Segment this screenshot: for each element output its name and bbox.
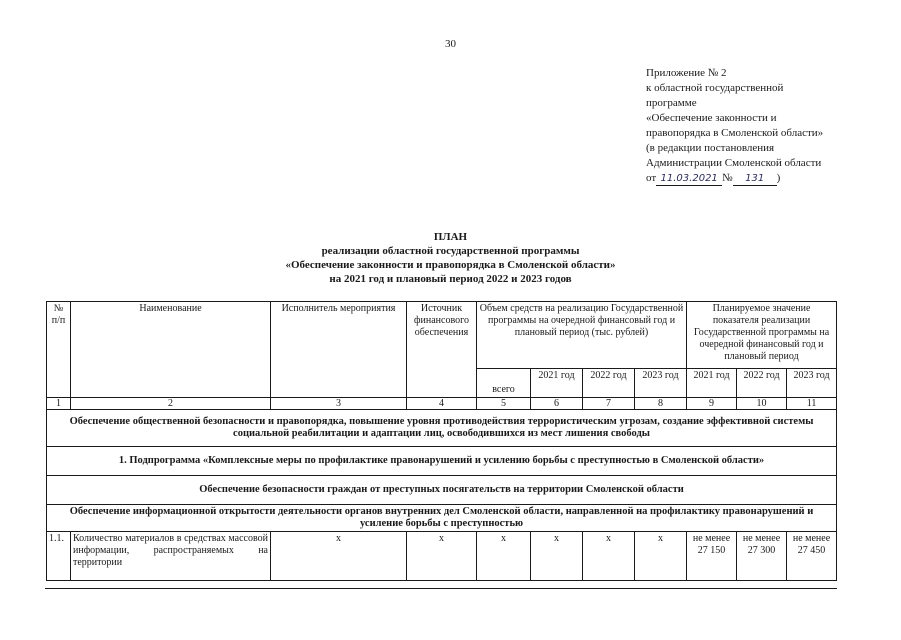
section-subprogram: 1. Подпрограмма «Комплексные меры по профилактике правонарушений и усилению борьбы с преступностью в Смоленской области» — [47, 447, 837, 476]
header-source: Источник финансового обеспечения — [407, 302, 477, 398]
row-name: Количество материалов в средствах массовой информации, распространяемых на территории — [71, 532, 271, 581]
section-goal: Обеспечение общественной безопасности и правопорядка, повышение уровня противодействия террористическим угрозам, создание эффективной системы социальной реабилитации и адаптации лиц, освободившихся из мест лишения свободы — [47, 410, 837, 447]
handwritten-number: 131 — [733, 173, 777, 186]
column-number: 4 — [407, 398, 477, 410]
appendix-block — [646, 66, 876, 186]
header-fy2023: 2023 год — [635, 369, 687, 398]
page-bottom-edge — [45, 588, 837, 589]
page-number: 30 — [445, 38, 456, 50]
row-fy2021: х — [531, 532, 583, 581]
row-iy2021: не менее 27 150 — [687, 532, 737, 581]
title-line: «Обеспечение законности и правопорядка в Смоленской области» — [285, 259, 616, 271]
appendix-line: правопорядка в Смоленской области» — [646, 127, 824, 139]
document-title — [0, 230, 901, 286]
header-fy2021: 2021 год — [531, 369, 583, 398]
column-number: 2 — [71, 398, 271, 410]
header-iy2022: 2022 год — [737, 369, 787, 398]
section-row — [47, 410, 837, 447]
plan-table — [46, 301, 837, 581]
section-task: Обеспечение безопасности граждан от преступных посягательств на территории Смоленской области — [47, 476, 837, 505]
appendix-line: Приложение № 2 — [646, 67, 727, 79]
column-number: 5 — [477, 398, 531, 410]
title-line: на 2021 год и плановый период 2022 и 2023 годов — [329, 273, 572, 285]
row-executor: х — [271, 532, 407, 581]
title-line-plan: ПЛАН — [433, 231, 468, 243]
column-number: 1 — [47, 398, 71, 410]
header-executor: Исполнитель мероприятия — [271, 302, 407, 398]
row-num: 1.1. — [47, 532, 71, 581]
section-row — [47, 447, 837, 476]
column-number: 10 — [737, 398, 787, 410]
section-row — [47, 505, 837, 532]
decree-reference-line — [646, 171, 876, 186]
table-row — [47, 532, 837, 581]
header-funding: Объем средств на реализацию Государственной программы на очередной финансовый год и плановый период (тыс. рублей) — [477, 302, 687, 369]
from-label: от — [646, 172, 657, 184]
appendix-line: к областной государственной — [646, 82, 784, 94]
row-source: х — [407, 532, 477, 581]
appendix-line: программе — [646, 97, 697, 109]
header-indicator: Планируемое значение показателя реализации Государственной программы на очередной финансовый год и плановый период — [687, 302, 837, 369]
row-total: х — [477, 532, 531, 581]
section-row — [47, 476, 837, 505]
column-number: 8 — [635, 398, 687, 410]
column-number-row — [47, 398, 837, 410]
row-fy2023: х — [635, 532, 687, 581]
column-number: 3 — [271, 398, 407, 410]
header-name: Наименование — [71, 302, 271, 398]
title-line: реализации областной государственной программы — [321, 245, 580, 257]
row-iy2022: не менее 27 300 — [737, 532, 787, 581]
number-label: № — [722, 172, 733, 184]
appendix-line: (в редакции постановления — [646, 142, 775, 154]
column-number: 11 — [787, 398, 837, 410]
row-iy2023: не менее 27 450 — [787, 532, 837, 581]
header-fy2022: 2022 год — [583, 369, 635, 398]
column-number: 9 — [687, 398, 737, 410]
header-iy2023: 2023 год — [787, 369, 837, 398]
row-fy2022: х — [583, 532, 635, 581]
closing-paren: ) — [776, 172, 781, 184]
section-measure: Обеспечение информационной открытости деятельности органов внутренних дел Смоленской области, направленной на профилактику правонарушений и усиление борьбы с преступностью — [47, 505, 837, 532]
header-iy2021: 2021 год — [687, 369, 737, 398]
header-row — [47, 302, 837, 369]
column-number: 7 — [583, 398, 635, 410]
appendix-line: «Обеспечение законности и — [646, 112, 777, 124]
header-num: № п/п — [47, 302, 71, 398]
handwritten-date: 11.03.2021 — [656, 173, 722, 186]
appendix-line: Администрации Смоленской области — [646, 157, 822, 169]
column-number: 6 — [531, 398, 583, 410]
header-total: всего — [477, 369, 531, 398]
